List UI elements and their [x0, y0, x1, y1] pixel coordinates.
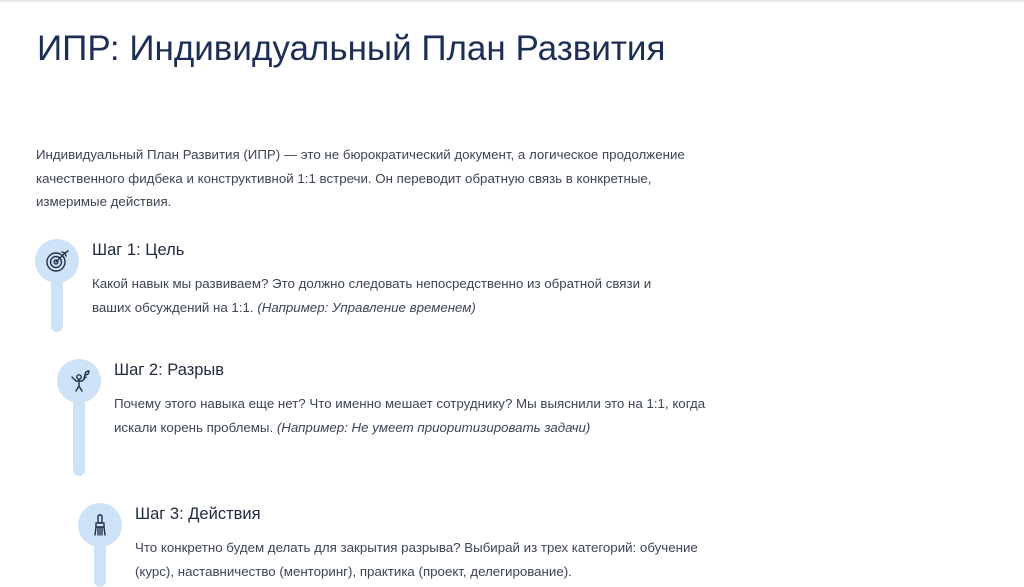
step-2-text: Почему этого навыка еще нет? Что именно мешает сотруднику? Мы выяснили это на 1:1, когда искали корень проблемы.: [114, 396, 706, 435]
growth-person-icon: [66, 368, 92, 394]
step-2-example: (Например: Не умеет приоритизировать задачи): [276, 419, 591, 435]
slide-top-edge: [0, 0, 1024, 2]
step-1-title: Шаг 1: Цель: [92, 241, 185, 259]
step-2-icon-circle: [57, 359, 101, 403]
step-1-body: [92, 239, 692, 319]
step-2-title: Шаг 2: Разрыв: [114, 361, 225, 379]
step-1-example: (Например: Управление временем): [257, 299, 476, 315]
step-3-text: Что конкретно будем делать для закрытия разрыва? Выбирай из трех категорий: обучение (курс), наставничество (менторинг), практика (проект, делегирование).: [135, 540, 698, 579]
brush-icon: [87, 512, 113, 538]
step-2-description: [114, 392, 714, 439]
step-3-body: [135, 503, 735, 583]
step-1-description: [92, 272, 692, 319]
target-icon: [44, 248, 70, 274]
step-2-body: [114, 359, 714, 439]
intro-paragraph: Индивидуальный План Развития (ИПР) — это не бюрократический документ, а логическое продолжение качественного фидбека и конструктивной 1:1 встречи. Он переводит обратную связь в конкретные, измеримые действия.: [36, 147, 685, 209]
step-3-icon-circle: [78, 503, 122, 547]
step-3-title: Шаг 3: Действия: [135, 505, 261, 523]
step-3-description: [135, 536, 735, 583]
step-1-text: Какой навык мы развиваем? Это должно следовать непосредственно из обратной связи и ваших обсуждений на 1:1.: [92, 276, 652, 315]
step-1-icon-circle: [35, 239, 79, 283]
page-title: ИПР: Индивидуальный План Развития: [37, 29, 666, 68]
